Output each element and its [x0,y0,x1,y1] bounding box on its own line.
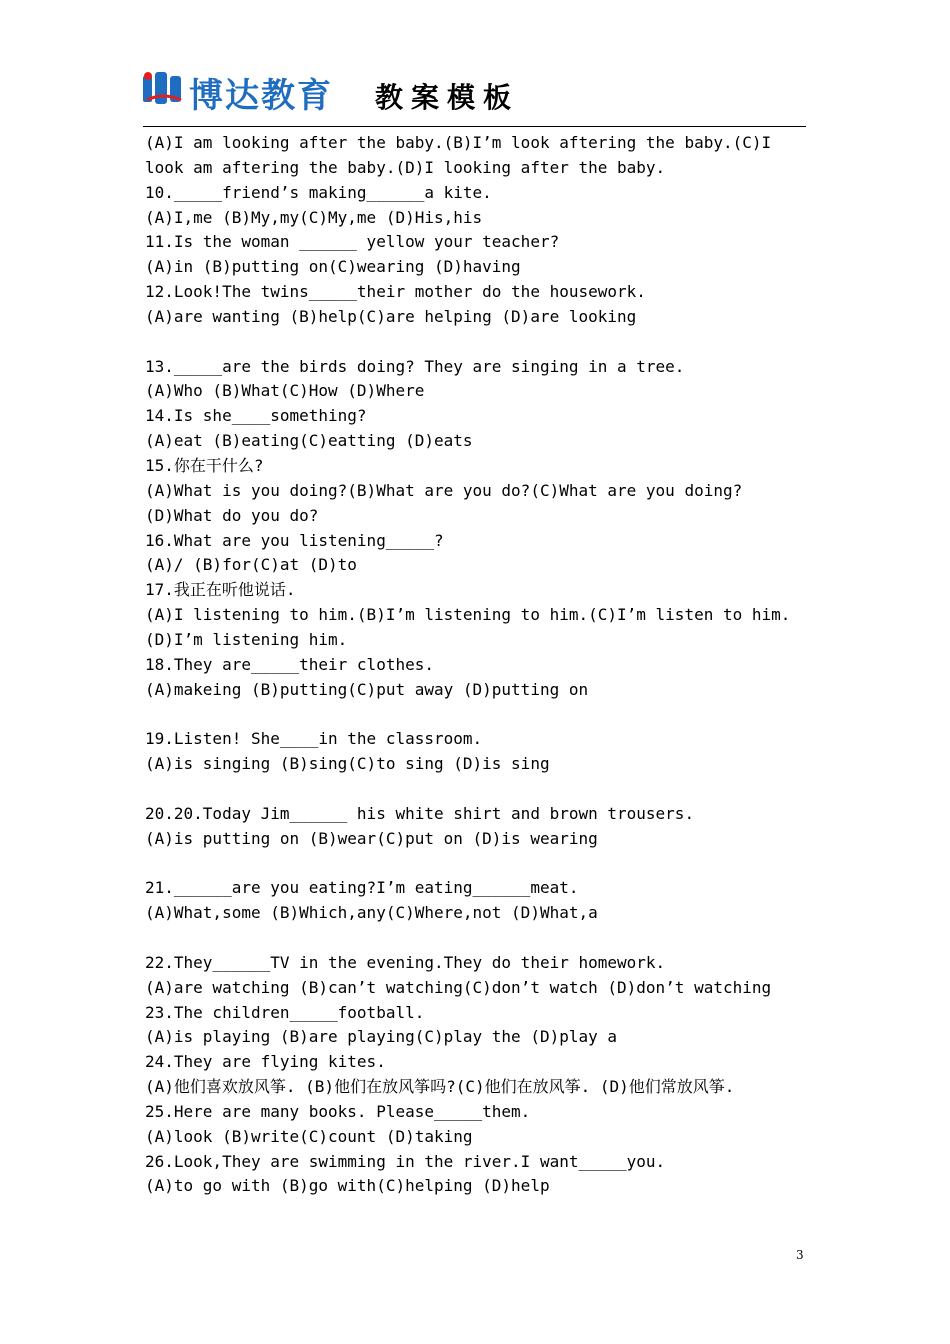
text-line: 20.20.Today Jim______ his white shirt and brown trousers. [145,803,695,823]
text-line: 18.They are_____their clothes. [145,654,434,674]
text-line [145,926,820,951]
text-line: look am aftering the baby.(D)I looking after the baby. [145,157,666,177]
text-line: (A)makeing (B)putting(C)put away (D)putting on [145,679,589,699]
text-line: (A)eat (B)eating(C)eatting (D)eats [145,431,473,451]
text-line: 10._____friend’s making______a kite. [145,182,492,202]
text-line: (A)are wanting (B)help(C)are helping (D)are looking [145,306,637,326]
text-line: (A)is playing (B)are playing(C)play the (D)play a [145,1027,618,1047]
text-line: (D)What do you do? [145,505,319,525]
text-line: (A)What,some (B)Which,any(C)Where,not (D)What,a [145,903,598,923]
text-line: (A)is putting on (B)wear(C)put on (D)is wearing [145,828,598,848]
page-number: 3 [796,1248,804,1262]
page-header [143,66,823,116]
text-line: (A)/ (B)for(C)at (D)to [145,555,357,575]
text-line: (A)What is you doing?(B)What are you do?(C)What are you doing? [145,480,743,500]
text-line: (A)I listening to him.(B)I’m listening to him.(C)I’m listen to him. [145,605,791,625]
text-line: (A)look (B)write(C)count (D)taking [145,1126,473,1146]
question-list [145,131,820,1199]
text-line: 26.Look,They are swimming in the river.I want_____you. [145,1151,666,1171]
brand-name: 博达教育 [189,76,333,116]
text-line: 14.Is she____something? [145,406,367,426]
text-line: 21.______are you eating?I’m eating______meat. [145,878,579,898]
text-line [145,777,820,802]
text-line: (A)他们喜欢放风筝. (B)他们在放风筝吗?(C)他们在放风筝. (D)他们常放风筝. [145,1077,735,1097]
text-line: 16.What are you listening_____? [145,530,444,550]
text-line: 24.They are flying kites. [145,1052,386,1072]
text-line: (D)I’m listening him. [145,629,348,649]
text-line: 15.你在干什么? [145,455,264,475]
text-line: 22.They______TV in the evening.They do their homework. [145,952,666,972]
header-rule [143,126,806,127]
text-line [145,851,820,876]
text-line: 17.我正在听他说话. [145,580,296,600]
text-line [145,702,820,727]
text-line: (A)I am looking after the baby.(B)I’m look aftering the baby.(C)I [145,133,772,152]
text-line: (A)I,me (B)My,my(C)My,me (D)His,his [145,207,483,227]
text-line: 19.Listen! She____in the classroom. [145,729,483,749]
text-line: (A)in (B)putting on(C)wearing (D)having [145,257,521,277]
text-line: (A)to go with (B)go with(C)helping (D)help [145,1176,550,1196]
text-line: (A)Who (B)What(C)How (D)Where [145,381,425,401]
text-line [145,330,820,355]
text-line: 23.The children_____football. [145,1002,425,1022]
text-line: 12.Look!The twins_____their mother do the housework. [145,282,646,302]
bodajiaoyu-logo-icon [143,70,183,108]
text-line: 25.Here are many books. Please_____them. [145,1101,531,1121]
text-line: 13._____are the birds doing? They are singing in a tree. [145,356,685,376]
text-line: (A)is singing (B)sing(C)to sing (D)is sing [145,754,550,774]
document-title: 教案模板 [375,81,520,114]
text-line: (A)are watching (B)can’t watching(C)don’t watch (D)don’t watching [145,977,772,997]
text-line: 11.Is the woman ______ yellow your teacher? [145,232,560,252]
